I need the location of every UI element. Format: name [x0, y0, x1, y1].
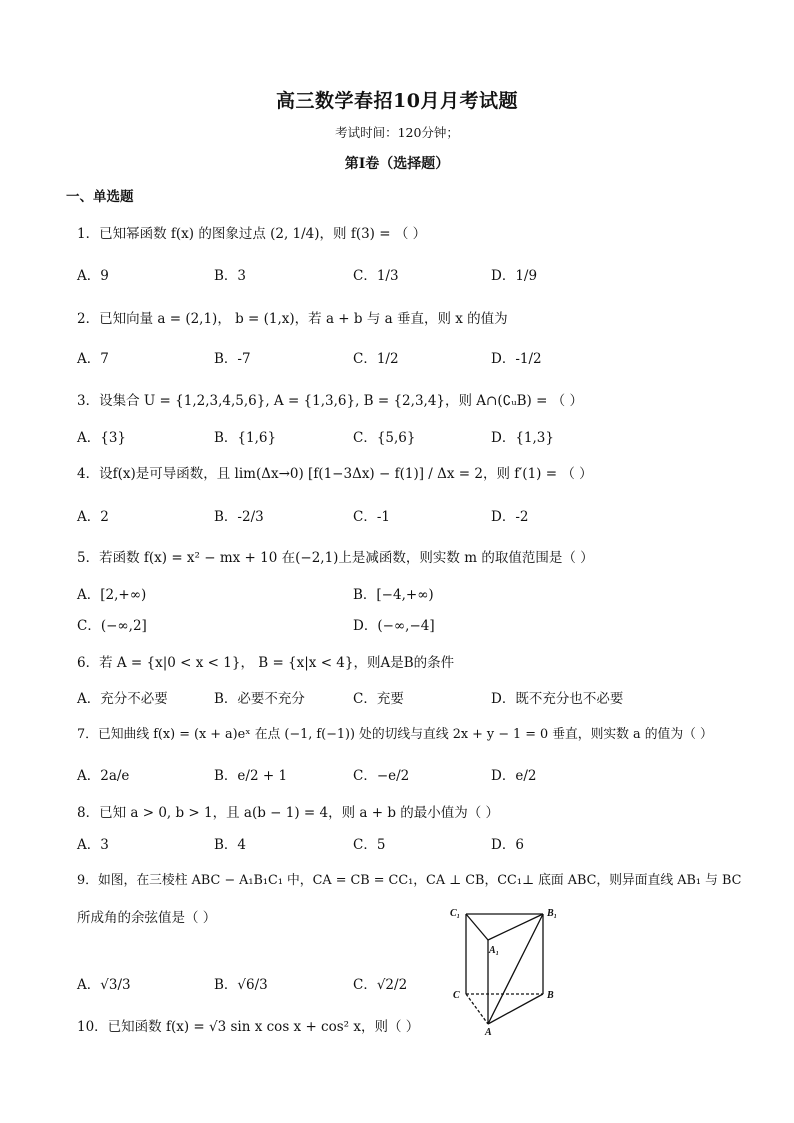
option-d: D．既不充分也不必要 [491, 691, 624, 707]
section-heading: 一、单选题 [66, 189, 134, 205]
question-stem: 10．已知函数 f(x) = √3 sin x cos x + cos² x，则（ ） [77, 1019, 420, 1035]
option-a: A．[2,+∞) [77, 587, 147, 603]
option-c: C．1/3 [353, 268, 399, 284]
option-b: B．-7 [214, 351, 251, 367]
option-b: B．{1,6} [214, 430, 277, 446]
page-title: 高三数学春招10月月考试题 [276, 90, 518, 112]
part-title: 第I卷（选择题） [344, 156, 450, 172]
edge-ab1 [488, 914, 543, 1024]
option-d: D．(−∞,−4] [353, 618, 435, 634]
question-stem: 2．已知向量 a = (2,1)， b = (1,x)，若 a + b 与 a 垂直，则 x 的值为 [77, 311, 508, 327]
option-d: D．e/2 [491, 768, 537, 784]
label-b1: B₁ [547, 908, 558, 919]
option-d: D．1/9 [491, 268, 538, 284]
option-d: D．-2 [491, 509, 529, 525]
question-stem: 4．设f(x)是可导函数，且 lim(Δx→0) [f(1−3Δx) − f(1)] / Δx = 2，则 f′(1) = （ ） [77, 466, 593, 482]
question-stem: 1．已知幂函数 f(x) 的图象过点 (2, 1/4)，则 f(3) = （ ） [77, 226, 427, 242]
option-a: A．7 [77, 351, 109, 367]
label-c1: C₁ [450, 908, 461, 919]
question-stem: 5．若函数 f(x) = x² − mx + 10 在(−2,1)上是减函数，则实数 m 的取值范围是（ ） [77, 550, 594, 566]
option-a: A．{3} [77, 430, 127, 446]
option-b: B．4 [214, 837, 247, 853]
option-b: B．3 [214, 268, 247, 284]
question-stem: 6．若 A = {x|0 < x < 1}， B = {x|x < 4}，则A是B的条件 [77, 655, 455, 671]
edge-c1a1 [466, 914, 488, 940]
prism-figure [448, 902, 572, 1036]
option-d: D．-1/2 [491, 351, 542, 367]
question-stem: 8．已知 a > 0, b > 1，且 a(b − 1) = 4，则 a + b 的最小值为（ ） [77, 805, 500, 821]
option-b: B．√6/3 [214, 977, 268, 993]
option-b: B．e/2 + 1 [214, 768, 288, 784]
option-b: B．必要不充分 [214, 691, 305, 707]
option-a: A．9 [77, 268, 109, 284]
question-stem-continued: 所成角的余弦值是（ ） [77, 910, 217, 926]
option-c: C．5 [353, 837, 386, 853]
edge-a1b1 [488, 914, 543, 940]
option-d: D．{1,3} [491, 430, 554, 446]
option-c: C．√2/2 [353, 977, 408, 993]
option-c: C．充要 [353, 691, 404, 707]
label-a1: A₁ [489, 945, 500, 956]
label-a: A [485, 1027, 492, 1036]
option-c: C．{5,6} [353, 430, 416, 446]
question-stem: 9．如图，在三棱柱 ABC − A₁B₁C₁ 中，CA = CB = CC₁，CA ⊥ CB，CC₁⊥ 底面 ABC，则异面直线 AB₁ 与 BC [77, 873, 742, 888]
option-c: C．−e/2 [353, 768, 410, 784]
option-d: D．6 [491, 837, 524, 853]
option-a: A．2a/e [77, 768, 130, 784]
option-a: A．√3/3 [77, 977, 131, 993]
edge-ca [466, 994, 488, 1024]
option-c: C．(−∞,2] [77, 618, 147, 634]
question-stem: 3．设集合 U = {1,2,3,4,5,6}, A = {1,3,6}, B = {2,3,4}，则 A∩(∁ᵤB) = （ ） [77, 393, 583, 409]
option-b: B．-2/3 [214, 509, 264, 525]
question-stem: 7．已知曲线 f(x) = (x + a)eˣ 在点 (−1, f(−1)) 处的切线与直线 2x + y − 1 = 0 垂直，则实数 a 的值为（ ） [77, 727, 713, 742]
option-a: A．充分不必要 [77, 691, 168, 707]
edge-ab [488, 994, 543, 1024]
option-a: A．3 [77, 837, 109, 853]
option-c: C．-1 [353, 509, 390, 525]
option-a: A．2 [77, 509, 109, 525]
option-b: B．[−4,+∞) [353, 587, 434, 603]
option-c: C．1/2 [353, 351, 399, 367]
label-c: C [453, 990, 460, 1001]
label-b: B [547, 990, 554, 1001]
exam-time: 考试时间：120分钟； [335, 125, 459, 140]
